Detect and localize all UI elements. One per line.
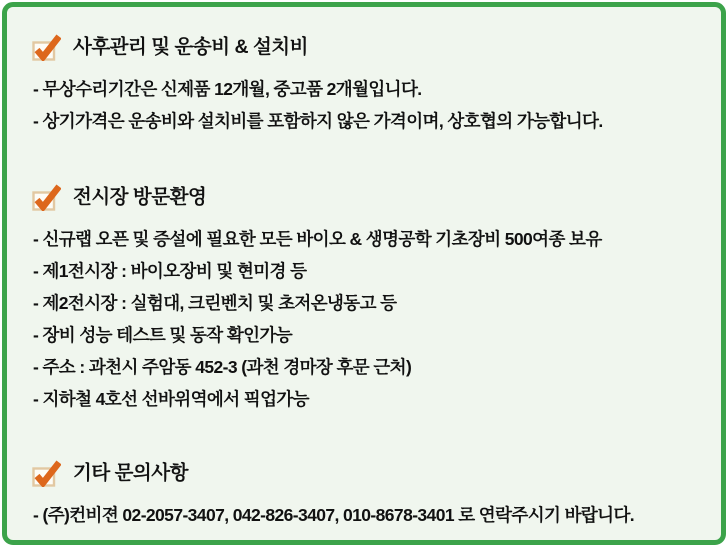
list-item: - 무상수리기간은 신제품 12개월, 중고품 2개월입니다.: [33, 79, 422, 99]
checked-checkbox-icon: [31, 33, 61, 61]
checked-checkbox-icon: [31, 183, 61, 211]
section-title: 전시장 방문환영: [73, 186, 207, 208]
notice-panel: [2, 2, 726, 545]
item-list: [31, 499, 707, 531]
item-list: [31, 73, 707, 137]
notice-content: [7, 7, 721, 531]
section-other-inquiries: [31, 455, 707, 531]
section-heading: [31, 455, 707, 487]
section-title: 사후관리 및 운송비 & 설치비: [73, 36, 308, 58]
section-title: 기타 문의사항: [73, 462, 188, 484]
list-item: - 주소 : 과천시 주암동 452-3 (과천 경마장 후문 근처): [33, 357, 412, 377]
section-heading: [31, 179, 707, 211]
section-heading: [31, 29, 707, 61]
section-showroom-visit: [31, 179, 707, 415]
item-list: [31, 223, 707, 415]
section-aftercare-shipping: [31, 29, 707, 137]
list-item: - 상기가격은 운송비와 설치비를 포함하지 않은 가격이며, 상호협의 가능합니다.: [33, 111, 603, 131]
checked-checkbox-icon: [31, 459, 61, 487]
list-item: - 제2전시장 : 실험대, 크린벤치 및 초저온냉동고 등: [33, 293, 397, 313]
list-item: - 제1전시장 : 바이오장비 및 현미경 등: [33, 261, 307, 281]
list-item: - (주)컨비젼 02-2057-3407, 042-826-3407, 010-8678-3401 로 연락주시기 바랍니다.: [33, 505, 635, 525]
list-item: - 신규랩 오픈 및 증설에 필요한 모든 바이오 & 생명공학 기초장비 500여종 보유: [33, 229, 602, 249]
list-item: - 지하철 4호선 선바위역에서 픽업가능: [33, 389, 309, 409]
list-item: - 장비 성능 테스트 및 동작 확인가능: [33, 325, 293, 345]
